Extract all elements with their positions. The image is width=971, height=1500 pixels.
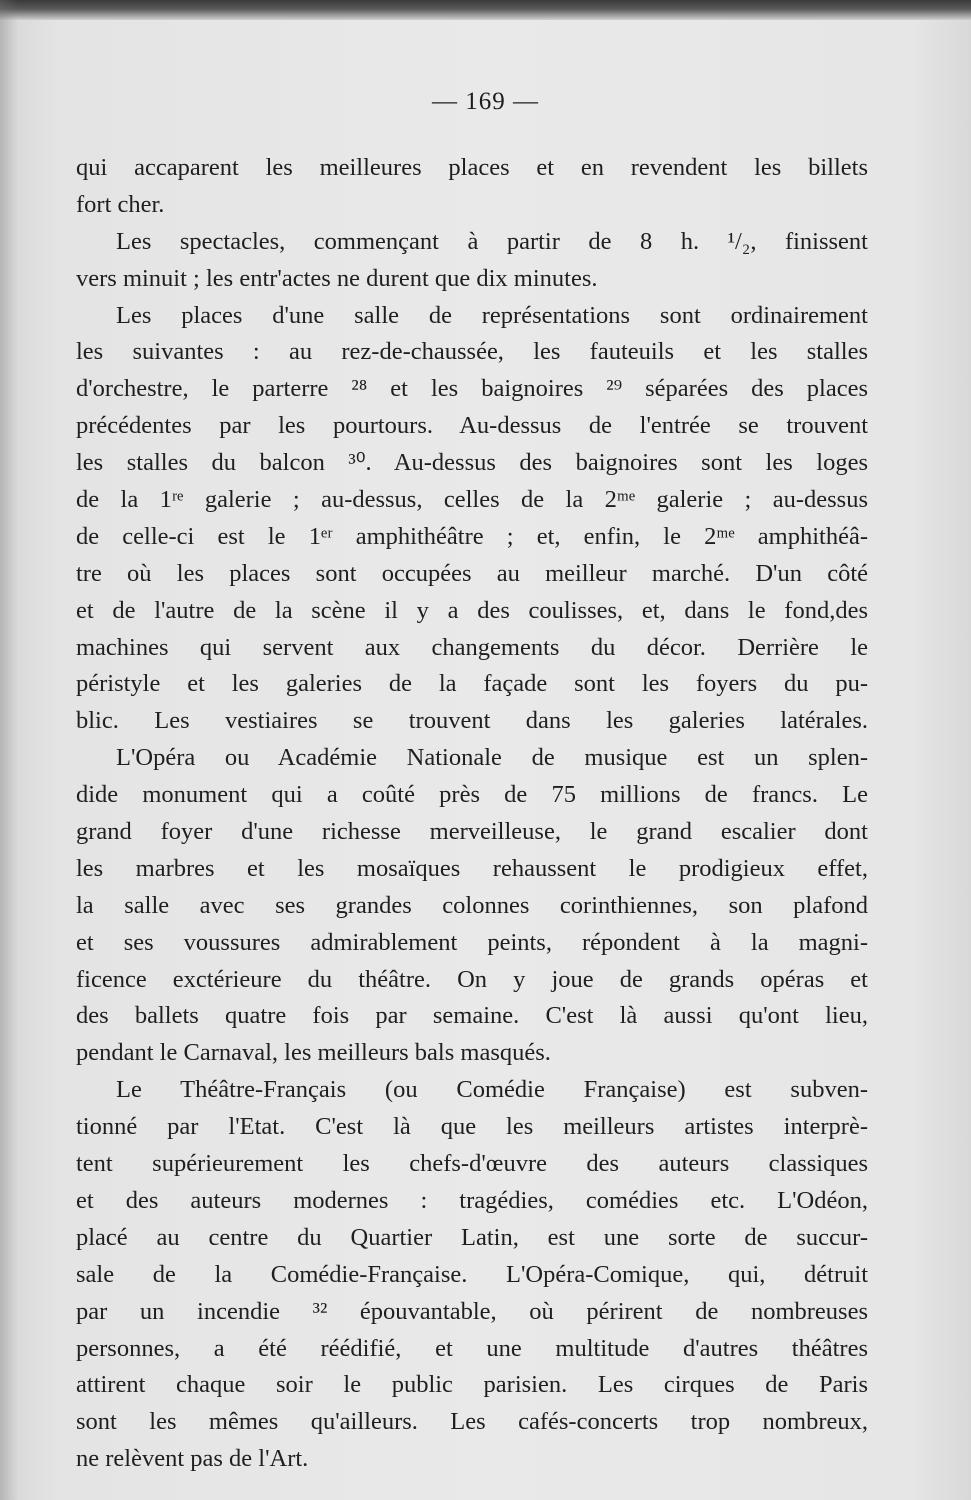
text-line: précédentes par les pourtours. Au-dessus de l'entrée se trouvent: [76, 412, 868, 440]
text-line: personnes, a été réédifié, et une multitude d'autres théâtres: [76, 1334, 868, 1362]
text-line: les suivantes : au rez-de-chaussée, les fauteuils et les stalles: [76, 338, 868, 366]
text-line: de la 1ʳᵉ galerie ; au-dessus, celles de la 2ᵐᵉ galerie ; au-dessus: [76, 486, 868, 514]
text-line: tre où les places sont occupées au meilleur marché. D'un côté: [76, 559, 868, 587]
text-line: des ballets quatre fois par semaine. C'est là aussi qu'ont lieu,: [76, 1002, 868, 1030]
text-line: les marbres et les mosaïques rehaussent le prodigieux effet,: [76, 854, 868, 882]
text-line: Le Théâtre-Français (ou Comédie Française) est subven-: [116, 1076, 868, 1104]
text-line: les stalles du balcon ³⁰. Au-dessus des baignoires sont les loges: [76, 449, 868, 477]
page-gutter-shadow: [0, 0, 18, 1500]
text-line: par un incendie ³² épouvantable, où périrent de nombreuses: [76, 1297, 868, 1325]
body-text: [76, 150, 868, 1478]
text-line: fort cher.: [76, 190, 165, 218]
text-line: L'Opéra ou Académie Nationale de musique est un splen-: [116, 744, 868, 772]
text-line: placé au centre du Quartier Latin, est une sorte de succur-: [76, 1223, 868, 1251]
text-line: pendant le Carnaval, les meilleurs bals masqués.: [76, 1039, 551, 1067]
text-line: sale de la Comédie-Française. L'Opéra-Comique, qui, détruit: [76, 1260, 868, 1288]
text-line: blic. Les vestiaires se trouvent dans les galeries latérales.: [76, 707, 868, 735]
text-line: grand foyer d'une richesse merveilleuse, le grand escalier dont: [76, 818, 868, 846]
text-line: et des auteurs modernes : tragédies, comédies etc. L'Odéon,: [76, 1186, 868, 1214]
scan-top-edge: [0, 0, 971, 20]
text-line: de celle-ci est le 1ᵉʳ amphithéâtre ; et, enfin, le 2ᵐᵉ amphithéâ-: [76, 522, 868, 550]
text-line: la salle avec ses grandes colonnes corinthiennes, son plafond: [76, 891, 868, 919]
text-line: d'orchestre, le parterre ²⁸ et les baignoires ²⁹ séparées des places: [76, 375, 868, 403]
text-line: et de l'autre de la scène il y a des coulisses, et, dans le fond,des: [76, 596, 868, 624]
text-line: qui accaparent les meilleures places et en revendent les billets: [76, 154, 868, 181]
text-line: Les spectacles, commençant à partir de 8 h. ¹/₂, finissent: [116, 227, 868, 255]
text-line: péristyle et les galeries de la façade sont les foyers du pu-: [76, 670, 868, 698]
text-line: tent supérieurement les chefs-d'œuvre des auteurs classiques: [76, 1150, 868, 1178]
text-line: machines qui servent aux changements du décor. Derrière le: [76, 633, 868, 661]
text-line: sont les mêmes qu'ailleurs. Les cafés-concerts trop nombreux,: [76, 1408, 868, 1436]
text-line: ne relèvent pas de l'Art.: [76, 1445, 309, 1473]
text-line: Les places d'une salle de représentations sont ordinairement: [116, 301, 868, 329]
text-line: vers minuit ; les entr'actes ne durent que dix minutes.: [76, 264, 598, 292]
text-line: dide monument qui a coûté près de 75 millions de francs. Le: [76, 781, 868, 809]
text-line: ficence exctérieure du théâtre. On y joue de grands opéras et: [76, 965, 868, 993]
text-line: et ses voussures admirablement peints, répondent à la magni-: [76, 928, 868, 956]
text-line: attirent chaque soir le public parisien. Les cirques de Paris: [76, 1371, 868, 1399]
page-number: — 169 —: [432, 88, 539, 115]
text-line: tionné par l'Etat. C'est là que les meilleurs artistes interprè-: [76, 1113, 868, 1141]
